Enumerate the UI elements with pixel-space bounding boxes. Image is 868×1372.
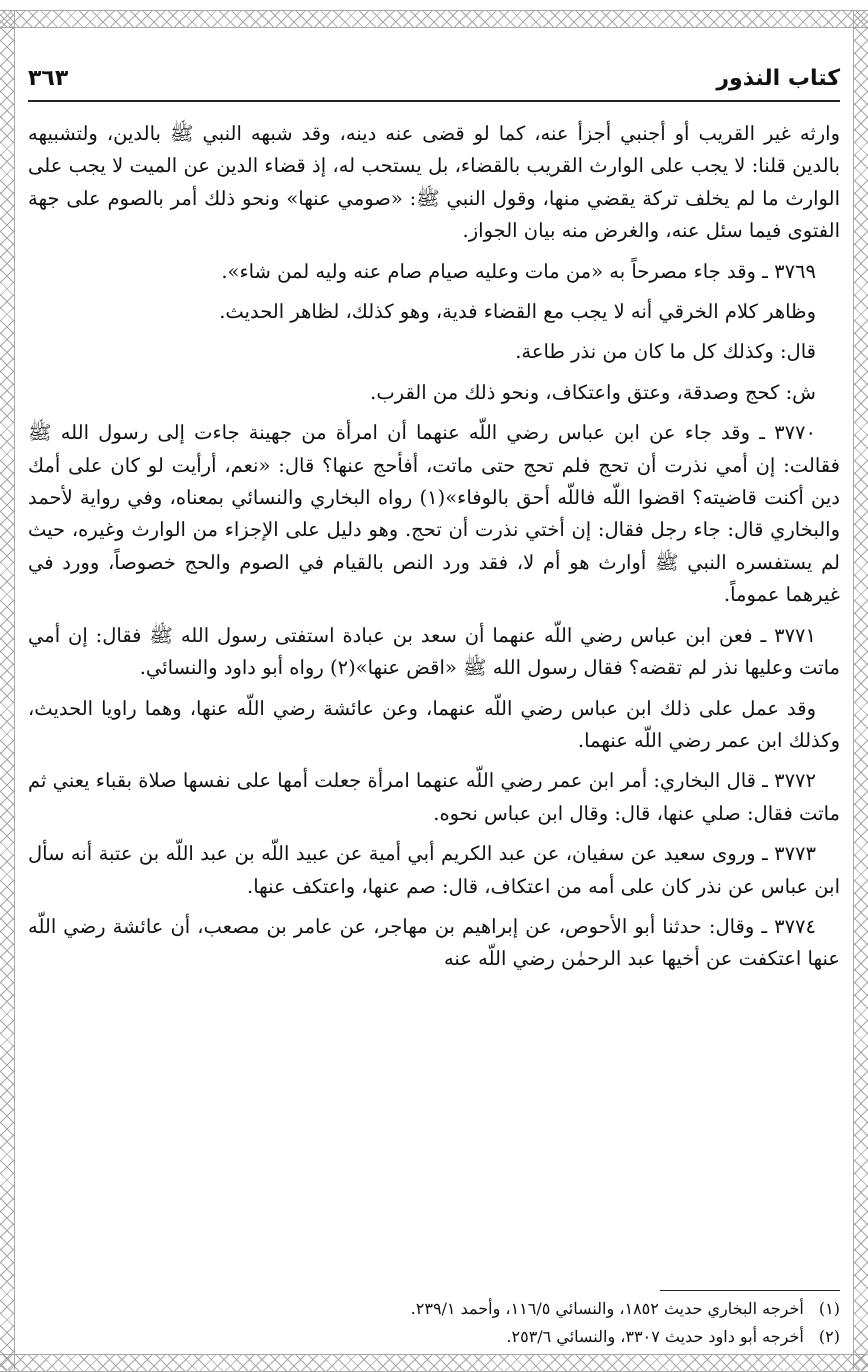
paragraph: قال: وكذلك كل ما كان من نذر طاعة. <box>515 340 816 364</box>
footnote-number: (٢) <box>818 1327 840 1346</box>
paragraph: ش: كحج وصدقة، وعتق واعتكاف، ونحو ذلك من القرب. <box>370 380 816 404</box>
chapter-title: كتاب النذور <box>716 66 840 91</box>
footnote-number: (١) <box>818 1299 840 1318</box>
paragraph: ٣٧٧١ ـ فعن ابن عباس رضي اللّه عنهما أن سعد بن عبادة استفتى رسول الله ﷺ فقال: إن أمي ماتت وعليها نذر لم تقضه؟ فقال رسول الله ﷺ «اقض عنها»(٢) رواه أبو داود والنسائي. <box>28 623 840 680</box>
footnote-text: أخرجه البخاري حديث ١٨٥٢، والنسائي ١١٦/٥، وأحمد ٢٣٩/١. <box>410 1299 804 1318</box>
ornamental-border-right <box>853 10 868 1370</box>
paragraph: ٣٧٧٣ ـ وروى سعيد عن سفيان، عن عبد الكريم أبي أمية عن عبيد اللّه بن عبد اللّه بن عتبة أنه سأل ابن عباس عن نذر كان على أمه من اعتكاف، قال: صم عنها، واعتكف عنها. <box>28 842 840 898</box>
paragraph: ٣٧٦٩ ـ وقد جاء مصرحاً به «من مات وعليه صيام صام عنه وليه لمن شاء». <box>221 259 816 283</box>
paragraph: وارثه غير القريب أو أجنبي أجزأ عنه، كما لو قضى عنه دينه، وقد شبهه النبي ﷺ بالدين، ولتشبيهه بالدين قلنا: لا يجب على الوارث القريب بالقضاء، بل يستحب له، إذ قضاء الدين عن الميت لا يجب على الوارث ما لم يخلف تركة يقضي منها، وقول النبي ﷺ: «صومي عنها» ونحو ذلك أمر بالصوم على جهة الفتوى فيما سئل عنه، والغرض منه بيان الجواز. <box>28 122 840 243</box>
footnote-text: أخرجه أبو داود حديث ٣٣٠٧، والنسائي ٢٥٣/٦. <box>506 1327 804 1346</box>
paragraph: ٣٧٧٤ ـ وقال: حدثنا أبو الأحوص، عن إبراهيم بن مهاجر، عن عامر بن مصعب، أن عائشة رضي اللّه عنها اعتكفت عن أخيها عبد الرحمٰن رضي اللّه عنه <box>28 914 840 971</box>
ornamental-border-top <box>0 10 868 28</box>
footnote <box>28 1323 840 1351</box>
footnotes <box>28 1290 840 1351</box>
paragraph: ٣٧٧٢ ـ قال البخاري: أمر ابن عمر رضي اللّه عنهما امرأة جعلت أمها على نفسها صلاة بقباء يعني ثم ماتت فقال: صلي عنها، قال: وقال ابن عباس نحوه. <box>28 769 840 825</box>
paragraph: ٣٧٧٠ ـ وقد جاء عن ابن عباس رضي اللّه عنهما أن امرأة من جهينة جاءت إلى رسول الله ﷺ فقالت: إن أمي نذرت أن تحج فلم تحج حتى ماتت، أفأحج عنها؟ قال: «نعم، أرأيت لو كان على أمك دين أكنت قاضيته؟ اقضوا اللّه فاللّه أحق بالوفاء»(١) رواه البخاري والنسائي بمعناه، وفي رواية لأحمد والبخاري قال: جاء رجل فقال: إن أختي نذرت أن تحج. وهو دليل على الإجزاء من الوارث وغيره، حيث لم يستفسره النبي ﷺ أوارث هو أم لا، فقد ورد النص بالقيام في الصوم والحج خصوصاً، وورد في غيرهما عموماً. <box>28 421 840 607</box>
paragraph: وقد عمل على ذلك ابن عباس رضي اللّه عنهما، وعن عائشة رضي اللّه عنها، وهما راويا الحديث، وكذلك ابن عمر رضي اللّه عنهما. <box>28 696 840 752</box>
ornamental-border-bottom <box>0 1354 868 1372</box>
ornamental-border-left <box>0 10 15 1370</box>
page-number: ٣٦٣ <box>28 66 69 91</box>
footnote-divider <box>660 1290 840 1291</box>
main-text <box>28 118 840 984</box>
paragraph: وظاهر كلام الخرقي أنه لا يجب مع القضاء فدية، وهو كذلك، لظاهر الحديث. <box>219 300 816 324</box>
footnote <box>28 1295 840 1323</box>
page-header <box>28 64 840 102</box>
